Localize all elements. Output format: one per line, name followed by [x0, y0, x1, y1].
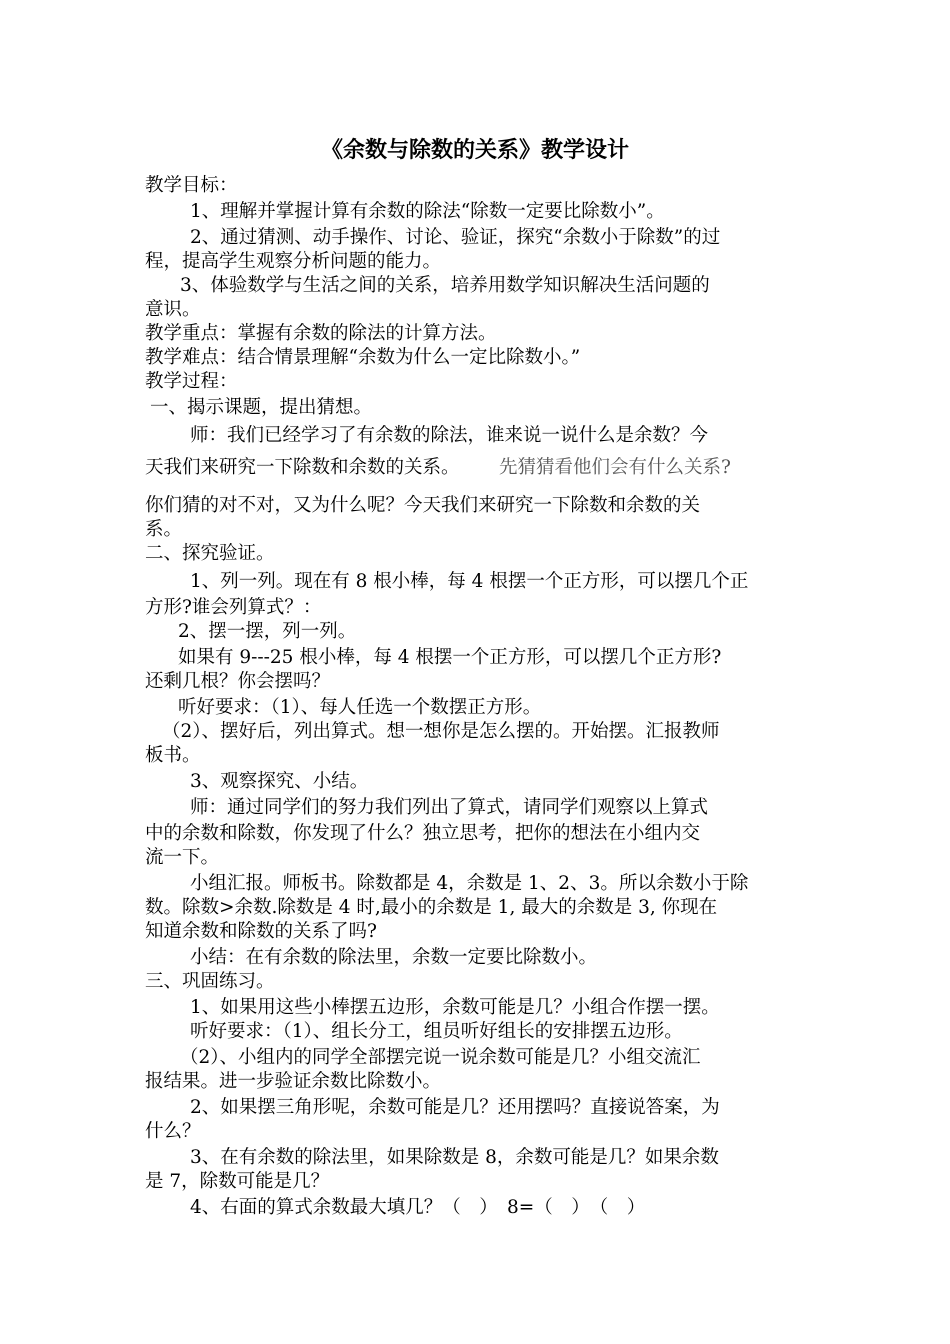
text-line: 教学重点：掌握有余数的除法的计算方法。 — [145, 323, 497, 344]
section-heading: 一、揭示课题，提出猜想。 — [150, 397, 373, 418]
section-heading: 二、探究验证。 — [145, 543, 275, 564]
text-line: 师：通过同学们的努力我们列出了算式，请同学们观察以上算式 — [190, 797, 709, 818]
text-line: 流一下。 — [145, 847, 220, 868]
text-line: （2）、摆好后，列出算式。想一想你是怎么摆的。开始摆。汇报教师 — [162, 721, 720, 742]
text-line: 1、列一列。现在有 8 根小棒，每 4 根摆一个正方形，可以摆几个正 — [190, 571, 749, 592]
text-line: 系。 — [145, 519, 183, 540]
text-line: 师：我们已经学习了有余数的除法，谁来说一说什么是余数？今 — [190, 425, 709, 446]
text-line: 1、如果用这些小棒摆五边形，余数可能是几？小组合作摆一摆。 — [190, 997, 720, 1018]
text-line: 天我们来研究一下除数和余数的关系。 — [145, 457, 460, 478]
text-line: 程，提高学生观察分析问题的能力。 — [145, 251, 442, 272]
text-line: 小结：在有余数的除法里，余数一定要比除数小。 — [190, 947, 598, 968]
text-line: 板书。 — [145, 745, 201, 766]
text-line: （2）、小组内的同学全部摆完说一说余数可能是几？小组交流汇 — [180, 1047, 701, 1068]
text-line: 2、摆一摆，列一列。 — [178, 621, 357, 642]
text-line: 先猜猜看他们会有什么关系? — [499, 457, 731, 478]
text-line: 听好要求：（1）、每人任选一个数摆正方形。 — [178, 697, 542, 718]
text-line: 3、观察探究、小结。 — [190, 771, 369, 792]
text-line: 2、如果摆三角形呢，余数可能是几？还用摆吗？直接说答案，为 — [190, 1097, 720, 1118]
text-line: 如果有 9---25 根小棒，每 4 根摆一个正方形，可以摆几个正方形? — [178, 647, 722, 668]
text-line: 意识。 — [145, 299, 201, 320]
text-line: 知道余数和除数的关系了吗? — [145, 921, 377, 942]
text-line: 1、理解并掌握计算有余数的除法“除数一定要比除数小”。 — [190, 201, 665, 222]
text-line: 数。除数>余数.除数是 4 时,最小的余数是 1, 最大的余数是 3, 你现在 — [145, 897, 718, 918]
text-line: 中的余数和除数，你发现了什么？独立思考，把你的想法在小组内交 — [145, 823, 701, 844]
text-line: 教学过程： — [145, 371, 238, 392]
text-line: 4、右面的算式余数最大填几？（ ） 8=（ ） （ ） — [190, 1197, 646, 1218]
text-line: 听好要求：（1）、组长分工，组员听好组长的安排摆五边形。 — [190, 1021, 683, 1042]
text-line: 你们猜的对不对，又为什么呢？今天我们来研究一下除数和余数的关 — [145, 495, 701, 516]
text-line: 3、体验数学与生活之间的关系，培养用数学知识解决生活问题的 — [180, 275, 710, 296]
text-line: 2、通过猜测、动手操作、讨论、验证，探究“余数小于除数”的过 — [190, 227, 721, 248]
document-title: 《余数与除数的关系》教学设计 — [320, 137, 629, 163]
text-line: 方形?谁会列算式？： — [145, 597, 322, 618]
text-line: 什么？ — [145, 1121, 201, 1142]
text-line: 教学目标： — [145, 175, 238, 196]
text-line: 3、在有余数的除法里，如果除数是 8，余数可能是几？如果余数 — [190, 1147, 719, 1168]
text-line: 报结果。进一步验证余数比除数小。 — [145, 1071, 442, 1092]
text-line: 教学难点：结合情景理解“余数为什么一定比除数小。” — [145, 347, 581, 368]
section-heading: 三、巩固练习。 — [145, 971, 275, 992]
text-line: 还剩几根？你会摆吗？ — [145, 671, 331, 692]
text-line: 是 7，除数可能是几？ — [145, 1171, 330, 1192]
text-line: 小组汇报。师板书。除数都是 4，余数是 1、2、3。所以余数小于除 — [190, 873, 749, 894]
